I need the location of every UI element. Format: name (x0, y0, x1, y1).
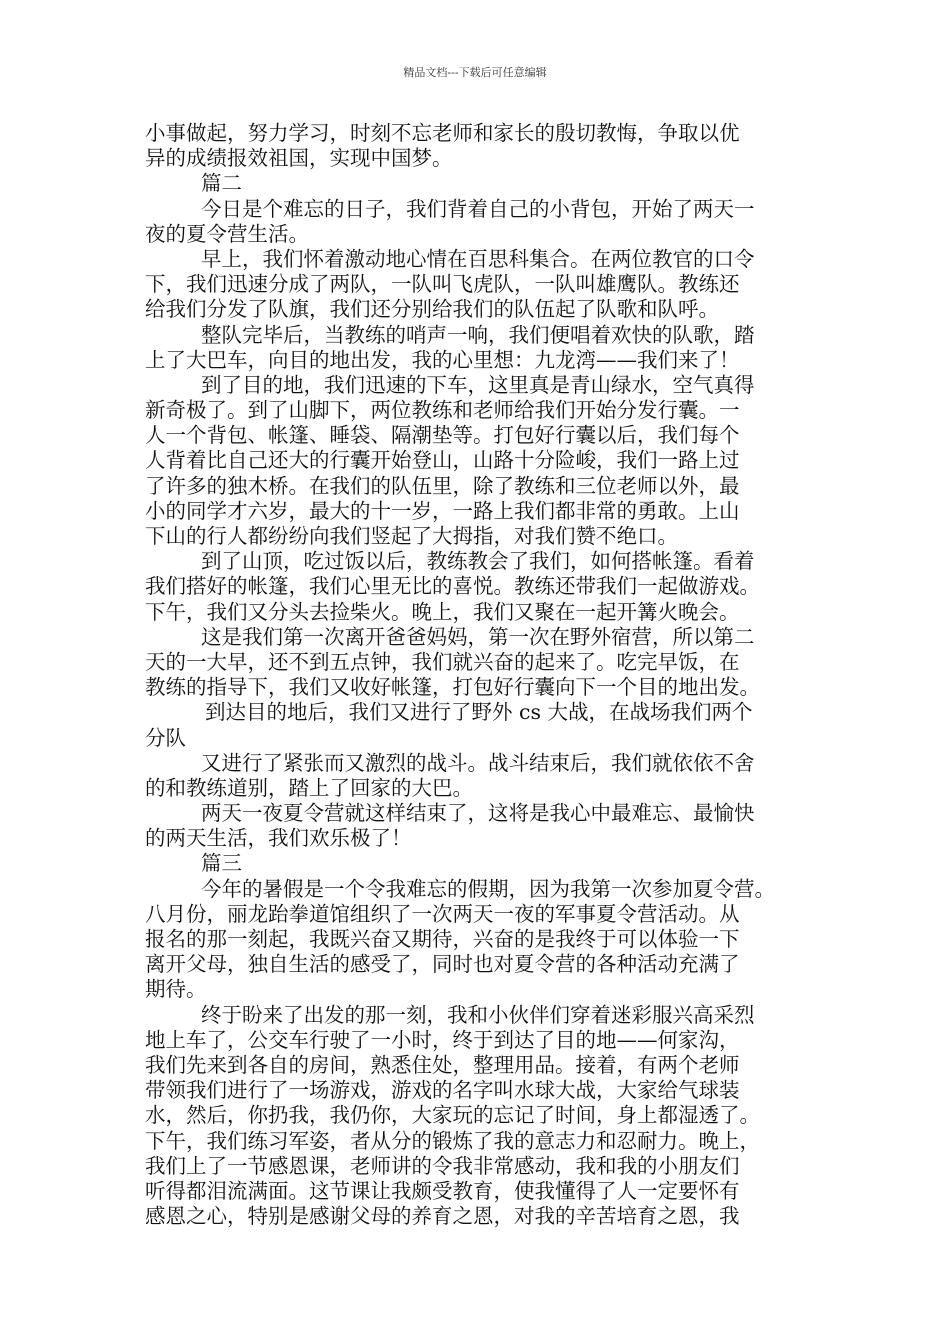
text-line: 教练的指导下，我们又收好帐篷，打包好行囊向下一个目的地出发。 (145, 675, 760, 700)
text-line: 八月份，丽龙跆拳道馆组织了一次两天一夜的军事夏令营活动。从 (145, 901, 740, 926)
text-line: 我们上了一节感恩课，老师讲的令我非常感动，我和我的小朋友们 (145, 1153, 740, 1178)
text-line: 又进行了紧张而又激烈的战斗。战斗结束后，我们就依依不舍 (201, 750, 755, 775)
text-line: 地上车了，公交车行驶了一小时，终于到达了目的地——何家沟， (145, 1027, 740, 1052)
text-line: 感恩之心，特别是感谢父母的养育之恩，对我的辛苦培育之恩，我 (145, 1204, 740, 1229)
text-line: 到达目的地后，我们又进行了野外 cs 大战，在战场我们两个 (205, 700, 753, 725)
text-line: 我们先来到各自的房间，熟悉住处，整理用品。接着，有两个老师 (145, 1052, 740, 1077)
text-line: 听得都泪流满面。这节课让我颇受教育，使我懂得了人一定要怀有 (145, 1178, 740, 1203)
text-line: 给我们分发了队旗，我们还分别给我们的队伍起了队歌和队呼。 (145, 297, 719, 322)
text-line: 终于盼来了出发的那一刻，我和小伙伴们穿着迷彩服兴高采烈 (201, 1002, 755, 1027)
text-line: 水，然后，你扔我，我仍你，大家玩的忘记了时间，身上都湿透了。 (145, 1103, 760, 1128)
document-body (145, 121, 825, 1229)
text-line: 到了目的地，我们迅速的下车，这里真是青山绿水，空气真得 (201, 372, 755, 397)
text-line: 分队 (145, 725, 186, 750)
text-line: 新奇极了。到了山脚下，两位教练和老师给我们开始分发行囊。一 (145, 398, 740, 423)
text-line: 下山的行人都纷纷向我们竖起了大拇指，对我们赞不绝口。 (145, 524, 678, 548)
text-line: 这是我们第一次离开爸爸妈妈，第一次在野外宿营，所以第二 (201, 624, 755, 649)
text-line: 到了山顶，吃过饭以后，教练教会了我们，如何搭帐篷。看着 (201, 549, 755, 574)
text-line: 夜的夏令营生活。 (145, 221, 309, 246)
text-line: 异的成绩报效祖国，实现中国梦。 (145, 146, 453, 171)
text-line: 人背着比自己还大的行囊开始登山，山路十分险峻，我们一路上过 (145, 448, 740, 473)
text-line: 早上，我们怀着激动地心情在百思科集合。在两位教官的口令 (201, 246, 755, 271)
section-heading: 篇二 (201, 171, 242, 196)
text-line: 小事做起，努力学习，时刻不忘老师和家长的殷切教悔，争取以优 (145, 121, 740, 145)
text-line: 整队完毕后，当教练的哨声一响，我们便唱着欢快的队歌，踏 (201, 322, 755, 347)
text-line: 我们搭好的帐篷，我们心里无比的喜悦。教练还带我们一起做游戏。 (145, 574, 760, 599)
text-line: 小的同学才六岁，最大的十一岁，一路上我们都非常的勇敢。上山 (145, 498, 740, 523)
text-line: 了许多的独木桥。在我们的队伍里，除了教练和三位老师以外，最 (145, 473, 740, 498)
text-line: 下，我们迅速分成了两队，一队叫飞虎队，一队叫雄鹰队。教练还 (145, 272, 740, 297)
text-line: 离开父母，独自生活的感受了，同时也对夏令营的各种活动充满了 (145, 952, 740, 977)
text-line: 的和教练道别，踏上了回家的大巴。 (145, 775, 473, 800)
page-header: 精品文档---下载后可任意编辑 (403, 66, 547, 79)
text-line: 人一个背包、帐篷、睡袋、隔潮垫等。打包好行囊以后，我们每个 (145, 423, 740, 448)
section-heading: 篇三 (201, 851, 242, 876)
text-line: 天的一大早，还不到五点钟，我们就兴奋的起来了。吃完早饭，在 (145, 649, 740, 674)
text-line: 两天一夜夏令营就这样结束了，这将是我心中最难忘、最愉快 (201, 801, 755, 826)
text-line: 的两天生活，我们欢乐极了！ (145, 826, 412, 851)
text-line: 带领我们进行了一场游戏，游戏的名字叫水球大战，大家给气球装 (145, 1078, 740, 1103)
text-line: 今年的暑假是一个令我难忘的假期，因为我第一次参加夏令营。 (201, 876, 775, 901)
text-line: 上了大巴车，向目的地出发，我的心里想：九龙湾——我们来了！ (145, 347, 740, 372)
text-line: 报名的那一刻起，我既兴奋又期待，兴奋的是我终于可以体验一下 (145, 927, 740, 951)
text-line: 下午，我们练习军姿，者从分的锻炼了我的意志力和忍耐力。晚上， (145, 1128, 760, 1153)
text-line: 今日是个难忘的日子，我们背着自己的小背包，开始了两天一 (201, 196, 755, 221)
text-line: 下午，我们又分头去捡柴火。晚上，我们又聚在一起开篝火晚会。 (145, 599, 740, 624)
text-line: 期待。 (145, 977, 207, 1002)
